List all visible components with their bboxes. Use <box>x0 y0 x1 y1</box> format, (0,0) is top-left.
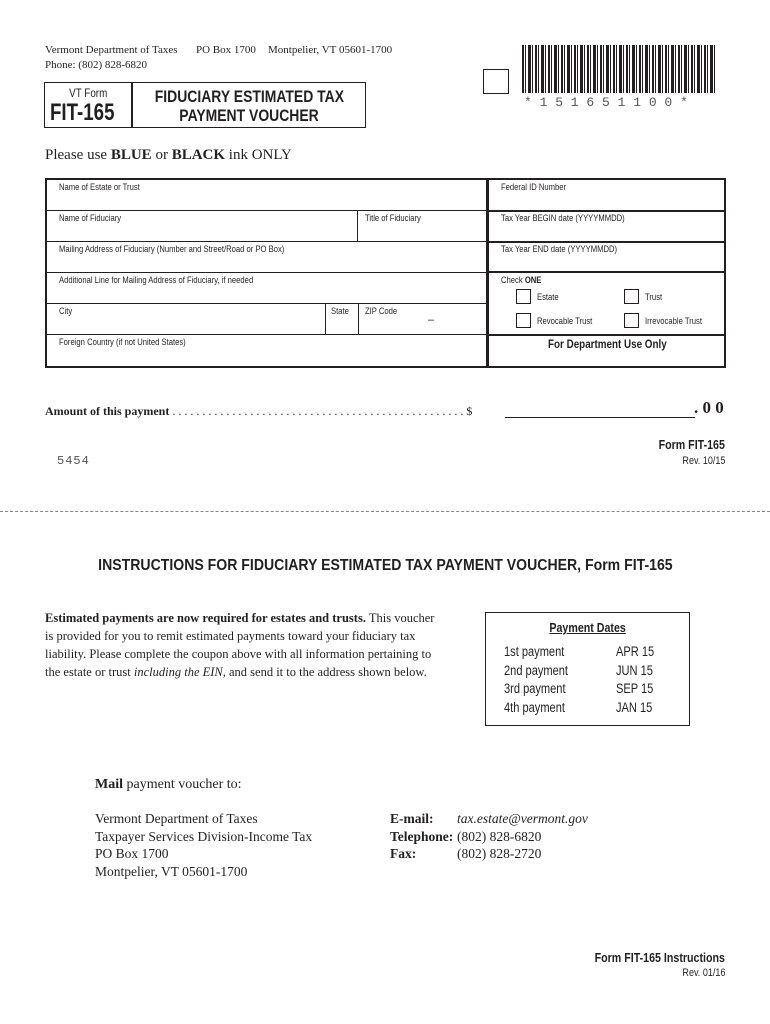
revocable-trust-checkbox[interactable] <box>516 313 531 328</box>
form-title-line1: FIDUCIARY ESTIMATED TAX <box>154 87 344 106</box>
instructions-paragraph: Estimated payments are now required for estates and trusts. This voucher is provided for you to remit estimated payments toward your fiduciary tax liability. Please complete the coupon above with all information pertaining to the estate or trust including the EIN, and send it to the address shown below. <box>45 611 435 679</box>
voucher-code: 5454 <box>57 454 90 468</box>
list-item: 2nd payment JUN 15 <box>504 662 653 678</box>
check-one-label: Check ONE <box>501 275 542 285</box>
amount-row <box>45 404 472 419</box>
mail-address: Vermont Department of Taxes Taxpayer Services Division-Income Tax PO Box 1700 Montpelier, VT 05601-1700 <box>95 811 313 879</box>
telephone-label: Telephone: <box>390 828 454 844</box>
revocable-trust-label: Revocable Trust <box>537 316 593 326</box>
payment-dates-title: Payment Dates <box>549 620 626 635</box>
fax-number: (802) 828-2720 <box>457 846 542 861</box>
department-use-label: For Department Use Only <box>548 337 667 351</box>
mailing-address-label: Mailing Address of Fiduciary (Number and Street/Road or PO Box) <box>59 244 285 254</box>
instructions-form-id: Form FIT-165 Instructions <box>594 950 725 965</box>
trust-checkbox-label: Trust <box>645 292 663 302</box>
city-label: City <box>59 306 73 316</box>
voucher-rev: Rev. 10/15 <box>682 455 725 467</box>
fiduciary-title-label: Title of Fiduciary <box>365 213 421 223</box>
amount-cents: . 0 0 <box>694 398 724 417</box>
contact-info <box>390 810 588 863</box>
estate-checkbox-label: Estate <box>537 292 559 302</box>
email-link[interactable]: tax.estate@vermont.gov <box>457 811 588 826</box>
fiduciary-name-label: Name of Fiduciary <box>59 213 122 223</box>
agency-phone: Phone: (802) 828-6820 <box>45 59 148 71</box>
ink-instruction: Please use BLUE or BLACK ink ONLY <box>45 147 292 163</box>
zip-label: ZIP Code <box>365 306 398 316</box>
estate-name-label: Name of Estate or Trust <box>59 182 140 192</box>
form-number: FIT-165 <box>50 99 115 126</box>
irrevocable-trust-label: Irrevocable Trust <box>645 316 702 326</box>
payment-dates-list <box>504 643 663 718</box>
fax-label: Fax: <box>390 846 417 861</box>
agency-po-box: PO Box 1700 <box>196 44 256 56</box>
list-item: 4th payment JAN 15 <box>504 700 653 716</box>
instructions-title: INSTRUCTIONS FOR FIDUCIARY ESTIMATED TAX PAYMENT VOUCHER, Form FIT-165 <box>97 557 673 574</box>
instructions-rev: Rev. 01/16 <box>682 967 725 979</box>
email-label: E-mail: <box>390 811 434 826</box>
vt-form-label: VT Form <box>69 86 108 100</box>
additional-address-label: Additional Line for Mailing Address of Fiduciary, if needed <box>59 275 254 285</box>
agency-name: Vermont Department of Taxes <box>45 44 178 56</box>
list-item: 3rd payment SEP 15 <box>504 681 654 697</box>
federal-id-label: Federal ID Number <box>501 182 567 192</box>
irrevocable-trust-checkbox[interactable] <box>624 313 639 328</box>
amount-input[interactable] <box>505 402 695 418</box>
trust-checkbox[interactable] <box>624 289 639 304</box>
cut-line <box>0 511 770 512</box>
form-title-line2: PAYMENT VOUCHER <box>179 106 319 125</box>
list-item: 1st payment APR 15 <box>504 644 655 659</box>
barcode <box>522 45 716 93</box>
agency-city: Montpelier, VT 05601-1700 <box>268 44 393 56</box>
barcode-number: * 1 5 1 6 5 1 1 0 0 * <box>524 95 688 110</box>
zip-dash: – <box>428 314 435 326</box>
tax-year-end-label: Tax Year END date (YYYYMMDD) <box>501 244 618 254</box>
foreign-country-label: Foreign Country (if not United States) <box>59 337 186 347</box>
state-label: State <box>331 306 349 316</box>
amount-leader: . . . . . . . . . . . . . . . . . . . . . . . . . . . . . . . . . . . . . . . . . . . . . . . . . $ <box>169 404 473 418</box>
tax-year-begin-label: Tax Year BEGIN date (YYYYMMDD) <box>501 213 625 223</box>
voucher-form-id: Form FIT-165 <box>658 437 725 452</box>
mail-heading: Mail payment voucher to: <box>95 777 242 792</box>
city-field[interactable] <box>47 304 324 334</box>
telephone-number: (802) 828-6820 <box>457 828 542 844</box>
estate-checkbox[interactable] <box>516 289 531 304</box>
scan-box <box>483 69 509 94</box>
amount-label: Amount of this payment <box>45 404 170 418</box>
